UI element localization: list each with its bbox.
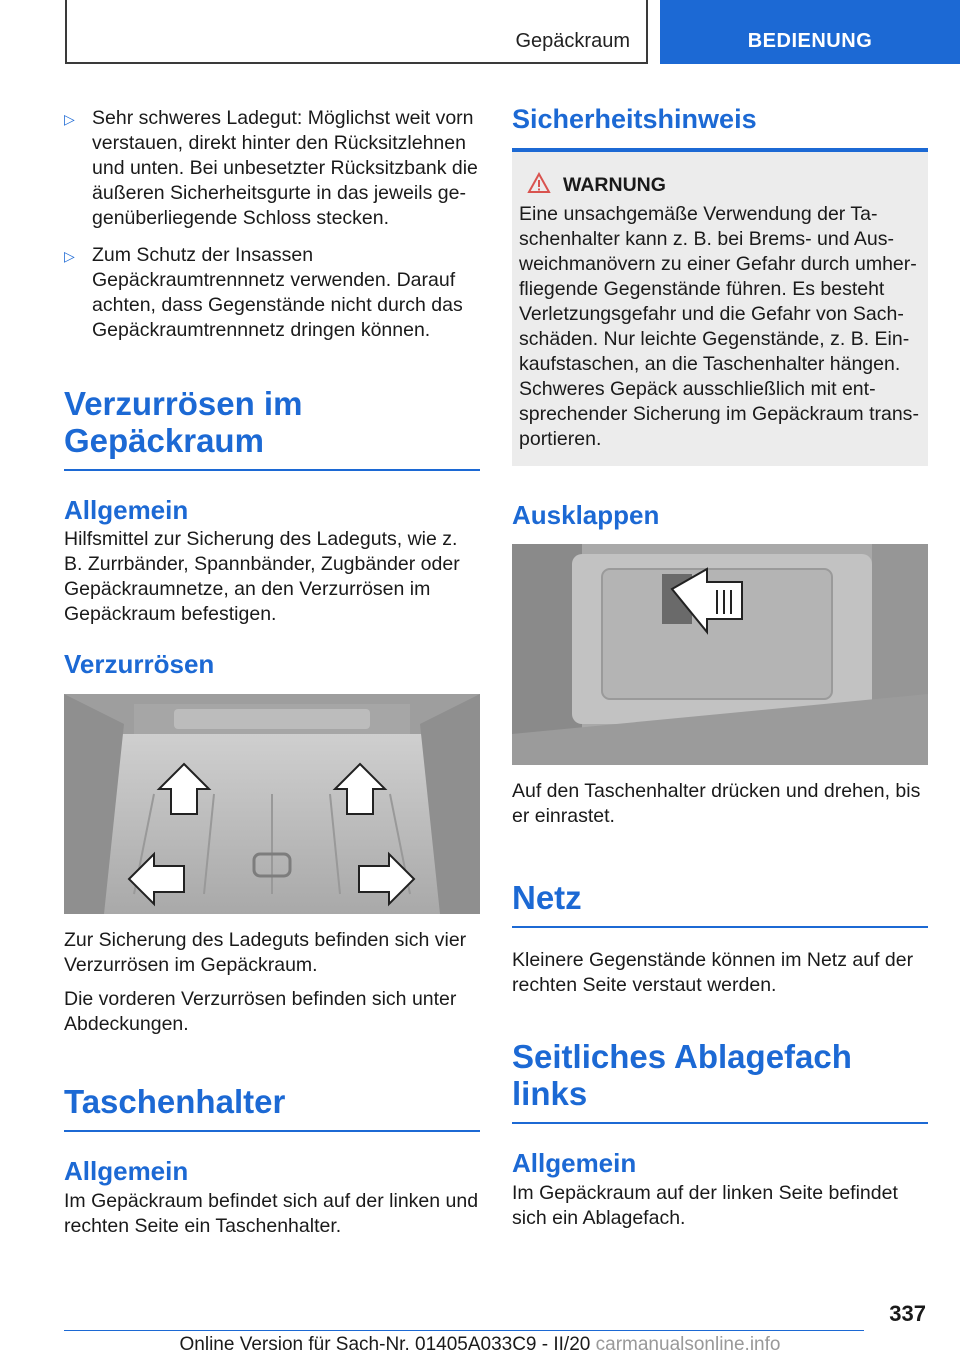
- heading-lashing: Verzurrösen: [64, 649, 215, 679]
- paragraph-lashing-1: Zur Sicherung des Ladeguts befinden sich vier Verzurrösen im Gepäckraum.: [64, 929, 467, 976]
- bullet-text: Sehr schweres Ladegut: Möglichst weit vorn verstauen, direkt hinter den Rücksitzlehnen und unten. Bei unbesetzter Rücksitzbank die äußeren Sicherheitsgurte in das jeweils gegenüberliegende Schloss stecken.: [92, 107, 478, 229]
- heading-safety: Sicherheitshinweis: [512, 104, 757, 134]
- heading-general: Allgemein: [64, 495, 189, 525]
- paragraph-lashing-2: Die vorderen Verzurrösen befinden sich unter Abdeckungen.: [64, 988, 457, 1035]
- page-number: 337: [889, 1301, 926, 1326]
- heading-net: Netz: [512, 879, 928, 928]
- paragraph-bag-general: Im Gepäckraum befindet sich auf der linken und rechten Seite ein Taschenhalter.: [64, 1190, 479, 1237]
- bag-hook-image: [512, 544, 928, 765]
- warning-title-row: [519, 172, 921, 200]
- right-column: [512, 100, 928, 1231]
- paragraph-side-general: Im Gepäckraum auf der linken Seite befindet sich ein Ablagefach.: [512, 1182, 898, 1229]
- paragraph-fold-out: Auf den Taschenhalter drücken und drehen, bis er einrastet.: [512, 780, 921, 827]
- bullet-text: Zum Schutz der Insassen Gepäckraumtrennnetz verwenden. Darauf achten, dass Gegenstände nicht durch das Gepäckraumtrennnetz dringen können.: [92, 244, 463, 341]
- list-item: [64, 106, 480, 231]
- heading-fold-out: Ausklappen: [512, 500, 660, 530]
- footer: [0, 1334, 960, 1356]
- footer-text: Online Version für Sach-Nr. 01405A033C9 - II/20: [179, 1334, 591, 1355]
- triangle-bullet-icon: ▷: [64, 111, 75, 127]
- warning-box: [512, 148, 928, 466]
- heading-lashing-eyes: Verzurrösen im Gepäckraum: [64, 385, 480, 471]
- heading-side-compartment: Seitliches Ablagefach links: [512, 1038, 928, 1124]
- footer-divider: [64, 1330, 864, 1331]
- watermark: carmanualsonline.info: [595, 1334, 781, 1355]
- header-section-title: Gepäckraum: [515, 30, 630, 52]
- warning-text: Eine unsachgemäße Verwendung der Taschenhalter kann z. B. bei Brems- und Ausweichmanövern zu einer Gefahr durch umherfliegende Gegenstände führen. Es besteht Verletzungsgefahr und die Gefahr von Sachschäden. Nur leichte Gegenstände, z. B. Einkaufstaschen, an die Taschenhalter hängen. Schweres Gepäck ausschließlich mit entsprechender Sicherung im Gepäckraum transportieren.: [519, 203, 919, 450]
- bullet-list: [64, 106, 480, 343]
- warning-triangle-icon: [527, 172, 555, 200]
- cargo-area-lashing-image: [64, 694, 480, 914]
- heading-side-general: Allgemein: [512, 1148, 637, 1178]
- heading-bag-general: Allgemein: [64, 1156, 189, 1186]
- triangle-bullet-icon: ▷: [64, 248, 75, 264]
- list-item: [64, 243, 480, 343]
- paragraph-general: Hilfsmittel zur Sicherung des Ladeguts, wie z. B. Zurrbänder, Spannbänder, Zugbänder oder Gepäckraumnetze, an den Verzurrösen im Gepäckraum befestigen.: [64, 528, 460, 625]
- heading-bag-hook: Taschenhalter: [64, 1083, 480, 1132]
- paragraph-net: Kleinere Gegenstände können im Netz auf der rechten Seite verstaut werden.: [512, 949, 914, 996]
- warning-title: WARNUNG: [563, 174, 666, 196]
- left-column: [64, 100, 480, 1239]
- header-tab-bedienung: BEDIENUNG: [660, 0, 960, 64]
